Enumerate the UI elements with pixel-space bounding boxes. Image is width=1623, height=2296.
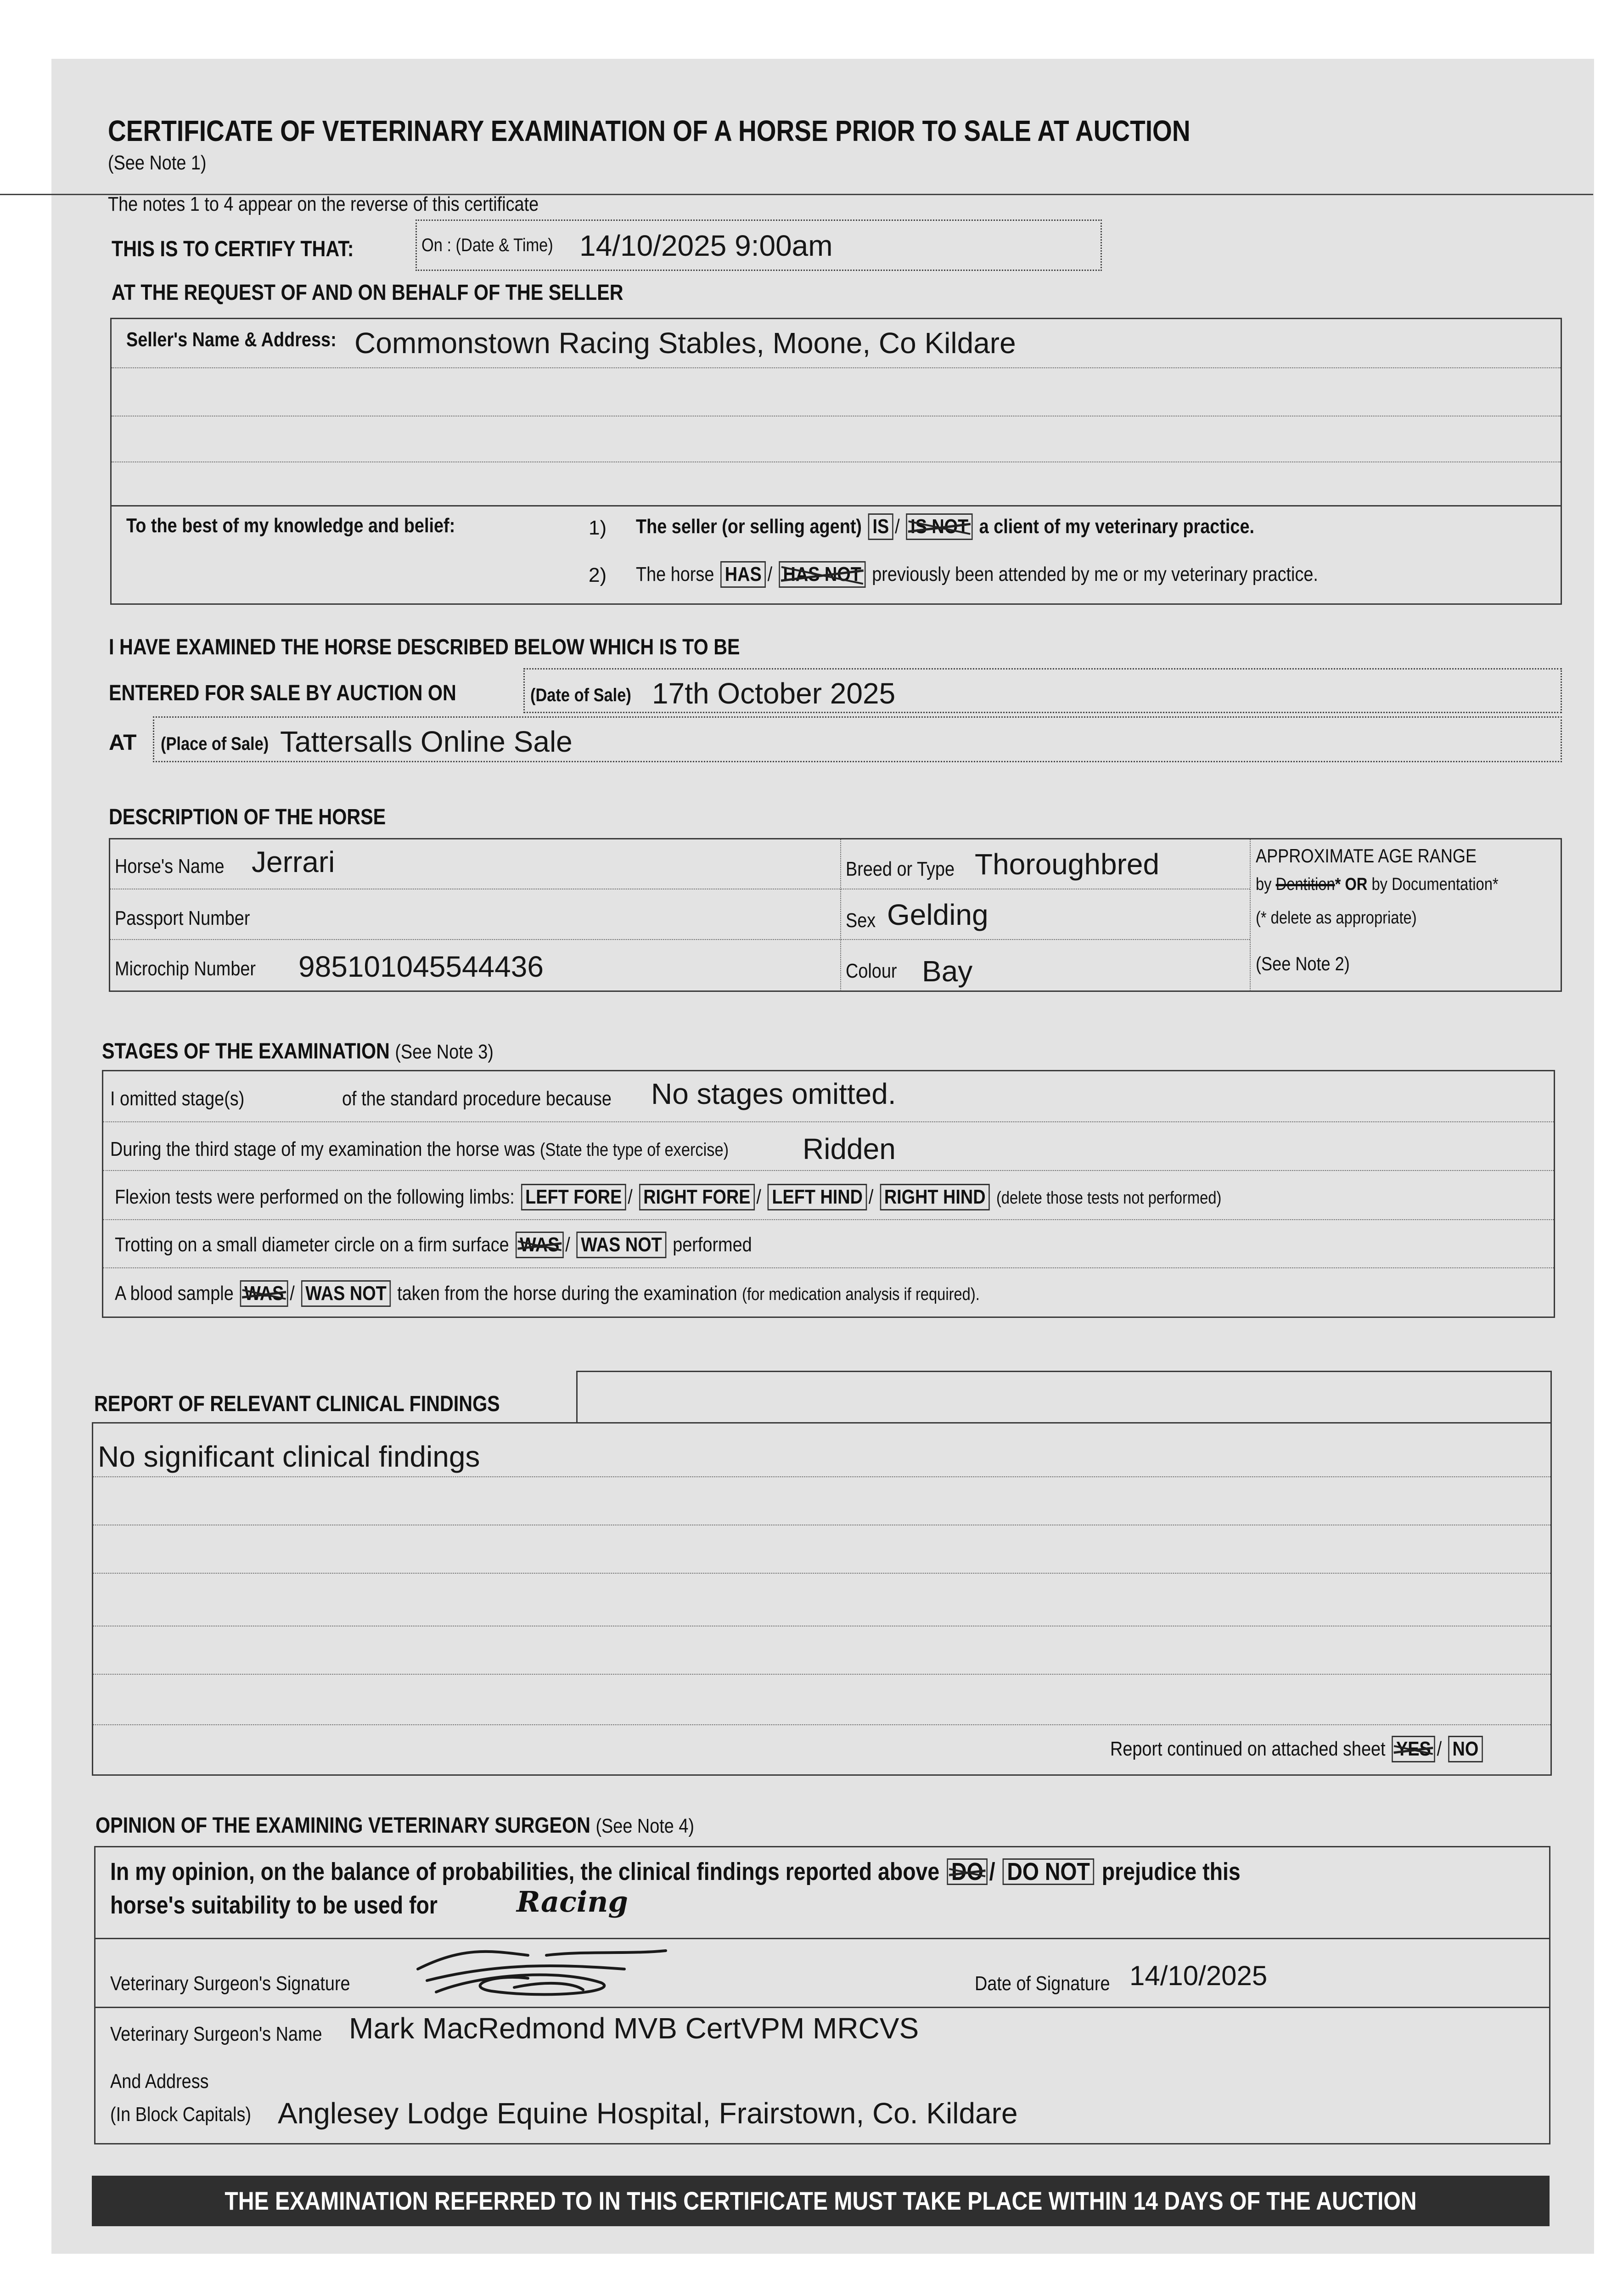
examined-heading: I HAVE EXAMINED THE HORSE DESCRIBED BELOW WHICH IS TO BE <box>109 635 740 659</box>
report-box <box>92 1422 1552 1776</box>
entered-for-sale-label: ENTERED FOR SALE BY AUCTION ON <box>109 681 456 705</box>
flexion-right-hind[interactable]: RIGHT HIND <box>880 1184 990 1210</box>
opinion-do-not[interactable]: DO NOT <box>1003 1858 1095 1885</box>
at-label: AT <box>109 731 137 755</box>
is-not-option-struck[interactable]: IS NOT <box>906 513 973 540</box>
signature-date-value: 14/10/2025 <box>1129 1960 1268 1991</box>
report-line-3 <box>93 1573 1550 1574</box>
seller-value: Commonstown Racing Stables, Moone, Co Kildare <box>354 326 1016 360</box>
seller-label: Seller's Name & Address: <box>126 328 337 351</box>
flexion-left-hind[interactable]: LEFT HIND <box>768 1184 867 1210</box>
see-note-1: (See Note 1) <box>108 152 207 174</box>
microchip-value: 985101045544436 <box>298 950 544 983</box>
footer-banner: THE EXAMINATION REFERRED TO IN THIS CERTIFICATE MUST TAKE PLACE WITHIN 14 DAYS OF THE AUCTION <box>92 2176 1550 2226</box>
breed-value: Thoroughbred <box>975 848 1160 881</box>
dentition-struck: Dentition <box>1275 875 1335 894</box>
report-heading: REPORT OF RELEVANT CLINICAL FINDINGS <box>94 1392 500 1416</box>
stages-heading: STAGES OF THE EXAMINATION (See Note 3) <box>102 1039 494 1064</box>
blood-was-struck[interactable]: WAS <box>240 1280 288 1307</box>
age-range-label: APPROXIMATE AGE RANGE <box>1256 845 1477 867</box>
flexion-right-fore[interactable]: RIGHT FORE <box>639 1184 755 1210</box>
horse-name-value: Jerrari <box>252 845 335 878</box>
opinion-text-line1: In my opinion, on the balance of probabilities, the clinical findings reported above DO / DO NOT prejudice this <box>110 1858 1241 1885</box>
colour-label: Colour <box>846 960 897 982</box>
signature-label: Veterinary Surgeon's Signature <box>110 1972 350 1995</box>
seller-line-1 <box>112 367 1561 368</box>
horse-name-label: Horse's Name <box>115 855 225 878</box>
surgeon-name-value: Mark MacRedmond MVB CertVPM MRCVS <box>349 2012 919 2045</box>
has-not-option-struck[interactable]: HAS NOT <box>779 561 865 588</box>
stages-row-2 <box>103 1170 1554 1171</box>
seller-divider <box>112 505 1561 506</box>
signature-date-label: Date of Signature <box>975 1972 1110 1995</box>
trot-was-struck[interactable]: WAS <box>516 1232 564 1258</box>
blood-sample-line: A blood sample WAS / WAS NOT taken from the horse during the examination (for medication analysis if required). <box>115 1280 1120 1307</box>
trot-was-not[interactable]: WAS NOT <box>577 1232 667 1258</box>
opinion-heading: OPINION OF THE EXAMINING VETERINARY SURGEON (See Note 4) <box>95 1813 695 1838</box>
report-line-5 <box>93 1674 1550 1675</box>
certificate-title: CERTIFICATE OF VETERINARY EXAMINATION OF A HORSE PRIOR TO SALE AT AUCTION <box>108 114 1191 147</box>
request-label: AT THE REQUEST OF AND ON BEHALF OF THE SELLER <box>112 281 623 305</box>
has-option[interactable]: HAS <box>720 561 766 588</box>
age-delete-note: (* delete as appropriate) <box>1256 908 1417 928</box>
sale-place-label: (Place of Sale) <box>161 734 269 754</box>
microchip-label: Microchip Number <box>115 957 256 980</box>
third-stage-label: During the third stage of my examination the horse was (State the type of exercise) <box>110 1138 729 1160</box>
item2-number: 2) <box>589 564 607 586</box>
sex-label: Sex <box>846 909 876 932</box>
block-capitals-label: (In Block Capitals) <box>110 2103 252 2126</box>
flexion-left-fore[interactable]: LEFT FORE <box>521 1184 626 1210</box>
signature-scribble <box>409 1937 693 2006</box>
sale-date-value: 17th October 2025 <box>652 677 896 710</box>
age-range-method: by Dentition* OR by Documentation* <box>1256 875 1499 894</box>
continued-yes-struck[interactable]: YES <box>1392 1736 1436 1762</box>
sale-date-label: (Date of Sale) <box>530 685 631 705</box>
report-line-1 <box>93 1476 1550 1477</box>
item1-number: 1) <box>589 517 607 539</box>
report-heading-box <box>576 1371 1552 1424</box>
omitted-label-b: of the standard procedure because <box>342 1087 612 1110</box>
report-continued-line: Report continued on attached sheet YES / NO <box>1110 1736 1545 1762</box>
omitted-value: No stages omitted. <box>651 1077 896 1110</box>
opinion-divider-1 <box>95 1938 1549 1939</box>
notes-line: The notes 1 to 4 appear on the reverse of this certificate <box>108 193 539 215</box>
blood-was-not[interactable]: WAS NOT <box>301 1280 391 1307</box>
is-option[interactable]: IS <box>868 513 893 540</box>
surgeon-name-label: Veterinary Surgeon's Name <box>110 2023 322 2045</box>
stages-row-4 <box>103 1267 1554 1268</box>
passport-label: Passport Number <box>115 907 250 929</box>
third-stage-value: Ridden <box>803 1132 896 1165</box>
opinion-use-value: Racing <box>517 1885 628 1919</box>
flexion-line: Flexion tests were performed on the following limbs: LEFT FORE / RIGHT FORE / LEFT HIND / RIGHT HIND (delete those tests not performed) <box>115 1184 1402 1210</box>
description-col-2 <box>1250 839 1251 991</box>
date-time-label: On : (Date & Time) <box>421 235 553 255</box>
colour-value: Bay <box>922 955 973 988</box>
description-col-1 <box>840 839 841 991</box>
omitted-label-a: I omitted stage(s) <box>110 1087 245 1110</box>
address-value: Anglesey Lodge Equine Hospital, Frairstown, Co. Kildare <box>278 2097 1018 2130</box>
address-label: And Address <box>110 2070 209 2093</box>
trotting-line: Trotting on a small diameter circle on a firm surface WAS / WAS NOT performed <box>115 1232 856 1258</box>
continued-no[interactable]: NO <box>1448 1736 1483 1762</box>
opinion-divider-2 <box>95 2007 1549 2008</box>
description-row-2 <box>110 939 1250 940</box>
opinion-do-struck[interactable]: DO <box>947 1858 988 1885</box>
certify-label: THIS IS TO CERTIFY THAT: <box>112 237 354 261</box>
horse-attended-line: The horse HAS / HAS NOT previously been attended by me or my veterinary practice. <box>636 561 1429 588</box>
knowledge-label: To the best of my knowledge and belief: <box>126 514 455 537</box>
sex-value: Gelding <box>887 898 988 931</box>
breed-label: Breed or Type <box>846 858 955 880</box>
age-see-note: (See Note 2) <box>1256 953 1350 974</box>
sale-place-value: Tattersalls Online Sale <box>280 725 573 758</box>
report-line-6 <box>93 1724 1550 1725</box>
description-heading: DESCRIPTION OF THE HORSE <box>109 805 386 829</box>
stages-row-3 <box>103 1219 1554 1220</box>
opinion-text-line2: horse's suitability to be used for <box>110 1891 438 1919</box>
seller-line-3 <box>112 461 1561 462</box>
seller-client-line: The seller (or selling agent) IS / IS NOT a client of my veterinary practice. <box>636 513 1355 540</box>
report-finding: No significant clinical findings <box>98 1440 480 1473</box>
stages-row-1 <box>103 1121 1554 1122</box>
date-time-value: 14/10/2025 9:00am <box>579 229 833 262</box>
